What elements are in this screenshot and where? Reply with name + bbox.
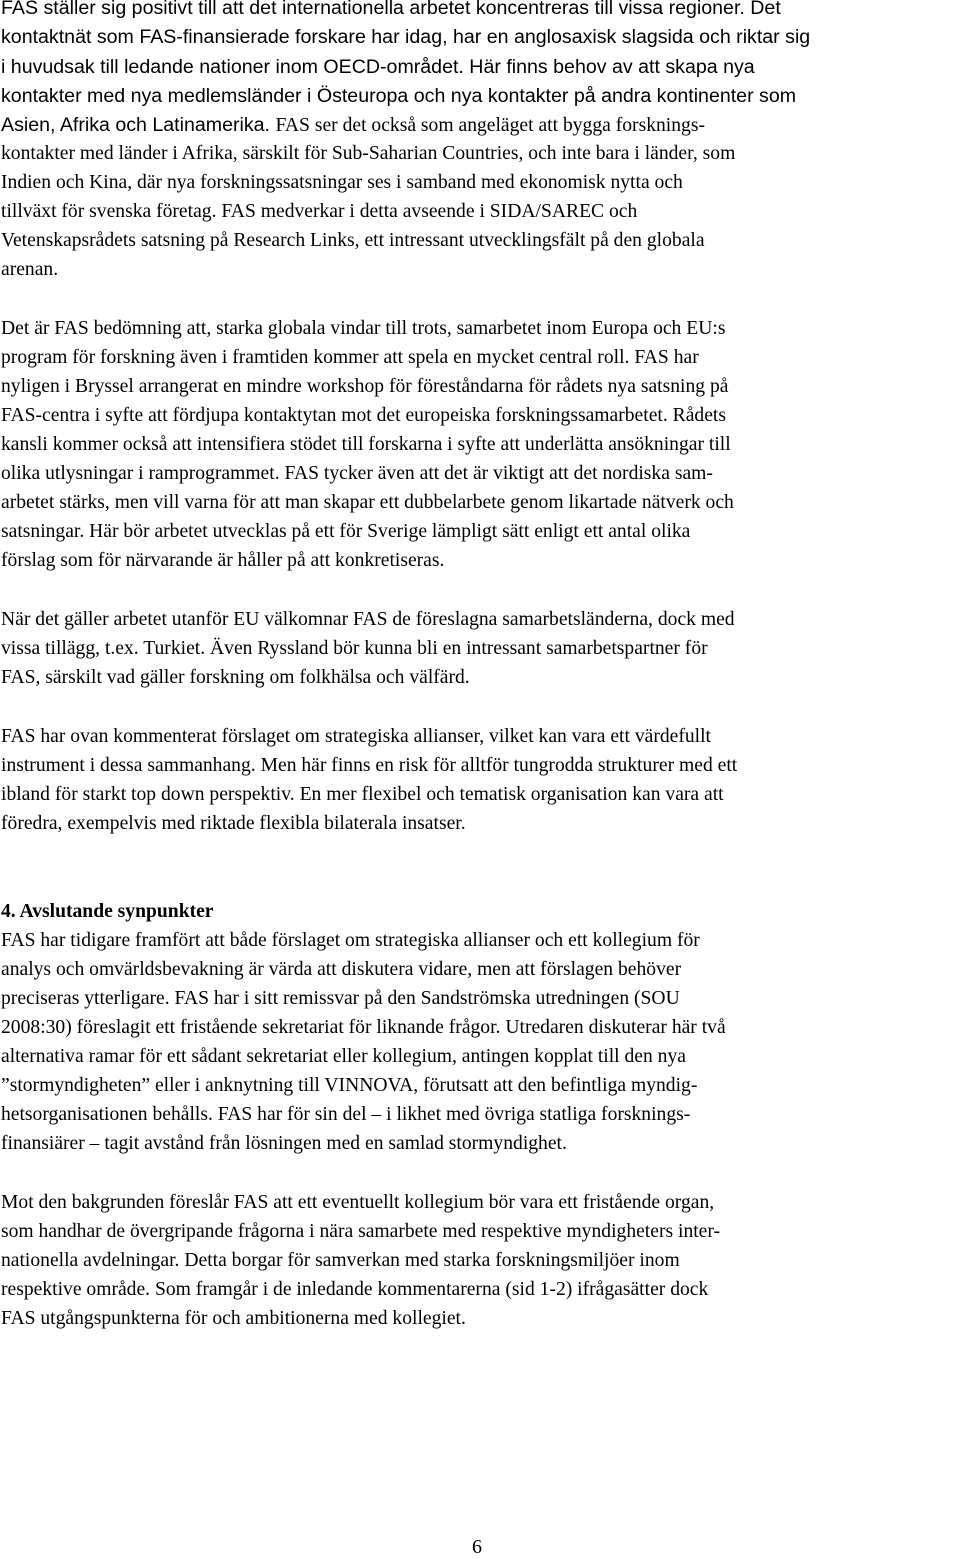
text-segment: FAS ser det också som angeläget att bygga forsknings-	[275, 115, 705, 136]
text-segment: finansiärer – tagit avstånd från lösningen med en samlad stormyndighet.	[1, 1133, 567, 1154]
text-line	[1, 229, 705, 253]
text-line	[1, 1220, 720, 1244]
text-line	[1, 462, 713, 486]
text-line	[1, 1132, 567, 1156]
text-segment: arenan.	[1, 259, 59, 280]
text-line	[1, 549, 444, 573]
text-segment: arbetet stärks, men vill varna för att man skapar ett dubbelarbete genom likartade nätverk och	[1, 492, 734, 513]
text-segment: När det gäller arbetet utanför EU välkomnar FAS de föreslagna samarbetsländerna, dock med	[1, 609, 735, 630]
text-line	[1, 142, 735, 166]
section-heading	[1, 900, 214, 924]
text-segment: tillväxt för svenska företag. FAS medverkar i detta avseende i SIDA/SAREC och	[1, 201, 638, 222]
page-number: 6	[472, 1536, 482, 1558]
text-segment: föredra, exempelvis med riktade flexibla bilaterala insatser.	[1, 813, 466, 834]
text-line	[1, 258, 58, 282]
text-segment: Indien och Kina, där nya forskningssatsningar ses i samband med ekonomisk nytta och	[1, 172, 683, 193]
text-line	[1, 1045, 686, 1069]
text-segment: hetsorganisationen behålls. FAS har för sin del – i likhet med övriga statliga forsknings-	[1, 1104, 691, 1125]
text-segment: preciseras ytterligare. FAS har i sitt remissvar på den Sandströmska utredningen (SOU	[1, 988, 680, 1009]
text-line	[1, 171, 683, 195]
text-line	[1, 1278, 708, 1302]
text-segment: alternativa ramar för ett sådant sekretariat eller kollegium, antingen kopplat till den nya	[1, 1046, 686, 1067]
text-segment: respektive område. Som framgår i de inledande kommentarerna (sid 1-2) ifrågasätter dock	[1, 1279, 709, 1300]
text-segment: FAS har ovan kommenterat förslaget om strategiska allianser, vilket kan vara ett värdefullt	[1, 726, 711, 747]
text-segment: kontakter med länder i Afrika, särskilt för Sub-Saharian Countries, och inte bara i länder, som	[1, 143, 736, 164]
text-line	[1, 55, 755, 80]
text-line	[1, 0, 781, 21]
text-segment: ”stormyndigheten” eller i anknytning till VINNOVA, förutsatt att den befintliga myndig-	[1, 1075, 698, 1096]
text-segment: 4. Avslutande synpunkter	[1, 901, 214, 922]
text-segment: förslag som för närvarande är håller på att konkretiseras.	[1, 550, 445, 571]
text-segment: kansli kommer också att intensifiera stödet till forskarna i syfte att underlätta ansökningar till	[1, 434, 731, 455]
text-segment: satsningar. Här bör arbetet utvecklas på ett för Sverige lämpligt sätt enligt ett antal olika	[1, 521, 691, 542]
text-line	[1, 1016, 726, 1040]
text-line	[1, 1249, 680, 1273]
text-line	[1, 433, 731, 457]
text-segment: FAS, särskilt vad gäller forskning om folkhälsa och välfärd.	[1, 667, 470, 688]
text-segment: Vetenskapsrådets satsning på Research Links, ett intressant utvecklingsfält på den globala	[1, 230, 705, 251]
text-line	[1, 1307, 466, 1331]
text-segment: i huvudsak till ledande nationer inom OECD-området. Här finns behov av att skapa nya	[1, 56, 755, 78]
text-line	[1, 725, 711, 749]
text-segment: olika utlysningar i ramprogrammet. FAS tycker även att det är viktigt att det nordiska sam-	[1, 463, 713, 484]
text-segment: ibland för starkt top down perspektiv. En mer flexibel och tematisk organisation kan vara att	[1, 784, 724, 805]
text-line	[1, 113, 705, 138]
text-line	[1, 1191, 714, 1215]
text-segment: program för forskning även i framtiden kommer att spela en mycket central roll. FAS har	[1, 347, 699, 368]
text-line	[1, 666, 470, 690]
text-segment: FAS utgångspunkterna för och ambitionerna med kollegiet.	[1, 1308, 466, 1329]
text-line	[1, 25, 810, 50]
text-line	[1, 491, 734, 515]
text-line	[1, 783, 724, 807]
text-line	[1, 987, 680, 1011]
text-line	[1, 1103, 690, 1127]
text-line	[1, 346, 699, 370]
text-line	[1, 520, 690, 544]
text-segment: vissa tillägg, t.ex. Turkiet. Även Ryssland bör kunna bli en intressant samarbetspartner för	[1, 638, 708, 659]
text-line	[1, 754, 737, 778]
text-line	[1, 1074, 697, 1098]
text-segment: 2008:30) föreslagit ett fristående sekretariat för liknande frågor. Utredaren diskuterar här två	[1, 1017, 726, 1038]
text-line	[1, 84, 796, 109]
text-segment: nationella avdelningar. Detta borgar för samverkan med starka forskningsmiljöer inom	[1, 1250, 680, 1271]
text-segment: instrument i dessa sammanhang. Men här finns en risk för alltför tungrodda strukturer med ett	[1, 755, 738, 776]
text-line	[1, 375, 728, 399]
text-line	[1, 200, 637, 224]
text-segment: nyligen i Bryssel arrangerat en mindre workshop för föreståndarna för rådets nya satsning på	[1, 376, 729, 397]
text-line	[1, 317, 725, 341]
text-segment: FAS-centra i syfte att fördjupa kontaktytan mot det europeiska forskningssamarbetet. Rådets	[1, 405, 726, 426]
text-segment: Det är FAS bedömning att, starka globala vindar till trots, samarbetet inom Europa och EU:s	[1, 318, 726, 339]
text-segment: Mot den bakgrunden föreslår FAS att ett eventuellt kollegium bör vara ett fristående organ,	[1, 1192, 715, 1213]
text-line	[1, 608, 735, 632]
text-segment: som handhar de övergripande frågorna i nära samarbete med respektive myndigheters inter-	[1, 1221, 721, 1242]
text-line	[1, 929, 700, 953]
text-segment: FAS ställer sig positivt till att det internationella arbetet koncentreras till vissa regioner. Det	[1, 0, 781, 19]
text-segment: analys och omvärldsbevakning är värda att diskutera vidare, men att förslagen behöver	[1, 959, 682, 980]
text-line	[1, 404, 726, 428]
text-line	[1, 637, 708, 661]
text-segment: Asien, Afrika och Latinamerika.	[1, 114, 276, 136]
text-line	[1, 958, 681, 982]
text-segment: FAS har tidigare framfört att både förslaget om strategiska allianser och ett kollegium för	[1, 930, 700, 951]
text-line	[1, 812, 466, 836]
text-segment: kontakter med nya medlemsländer i Östeuropa och nya kontakter på andra kontinenter som	[1, 85, 797, 107]
text-segment: kontaktnät som FAS-finansierade forskare har idag, har en anglosaxisk slagsida och riktar sig	[1, 26, 811, 48]
